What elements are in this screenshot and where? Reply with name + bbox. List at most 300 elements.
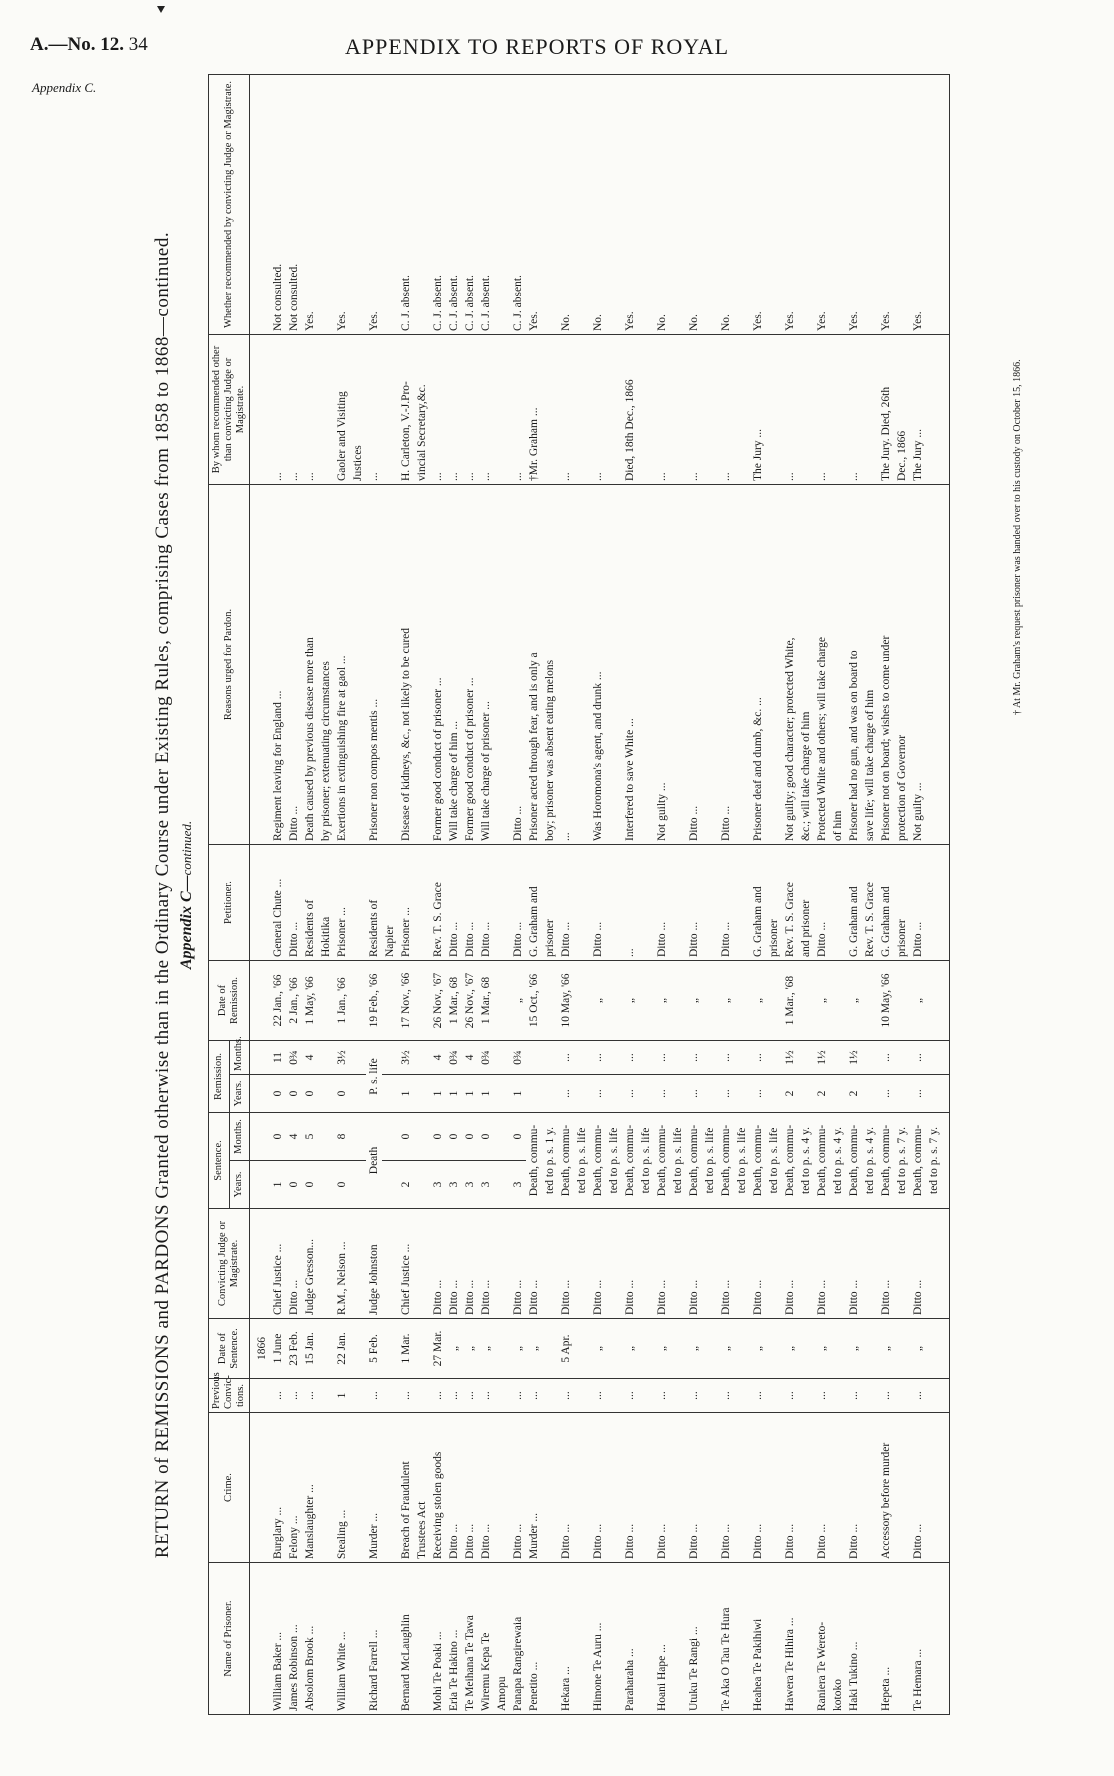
cell-petitioner: G. Graham and [526, 845, 542, 961]
cell-ry: 1 [510, 1075, 526, 1113]
cell-petitioner: Residents of [302, 845, 318, 961]
cell-ry [526, 1075, 542, 1113]
cell-name: William Baker ... [270, 1563, 286, 1715]
table-row [766, 75, 782, 1715]
cell-ry [702, 1075, 718, 1113]
cell-prev [926, 1379, 950, 1413]
cell-crime [494, 1413, 510, 1563]
cell-judge: Ditto ... [846, 1209, 862, 1319]
cell-date-s [638, 1319, 654, 1379]
cell-sm: 0 [430, 1113, 446, 1161]
cell-date-r: 22 Jan., '66 [270, 961, 286, 1041]
cell-whether: No. [718, 75, 734, 335]
cell-judge [702, 1209, 718, 1319]
cell-rm [734, 1041, 750, 1075]
cell-prev [382, 1379, 398, 1413]
cell-whether [542, 75, 558, 335]
cell-ry: ... [654, 1075, 670, 1113]
cell-reasons: ... [558, 485, 574, 845]
cell-recby: ... [430, 335, 446, 485]
cell-whether [702, 75, 718, 335]
cell-crime: Ditto ... [686, 1413, 702, 1563]
cell-crime [862, 1413, 878, 1563]
cell-petitioner [734, 845, 750, 961]
cell-reasons: of him [830, 485, 846, 845]
cell-rm [766, 1041, 782, 1075]
cell-reasons [494, 485, 510, 845]
cell-date-r [318, 961, 334, 1041]
cell-petitioner [702, 845, 718, 961]
cell-petitioner: prisoner [894, 845, 910, 961]
cell-petitioner [638, 845, 654, 961]
cell-judge: Ditto ... [654, 1209, 670, 1319]
cell-judge [862, 1209, 878, 1319]
cell-whether [382, 75, 398, 335]
cell-ry [926, 1075, 950, 1113]
cell-sy: Death, commu- [622, 1113, 638, 1209]
cell-date-r: 1 Mar., 68 [446, 961, 462, 1041]
cell-name [382, 1563, 398, 1715]
table-row [622, 75, 638, 1715]
cell-reasons: Will take charge of him ... [446, 485, 462, 845]
col-reasons: Reasons urged for Pardon. [209, 485, 250, 845]
cell-date-r: „ [686, 961, 702, 1041]
cell-petitioner: Ditto ... [654, 845, 670, 961]
cell-whether: Yes. [910, 75, 926, 335]
cell-sy: 0 [286, 1161, 302, 1209]
cell-ry [542, 1075, 558, 1113]
cell-whether: C. J. absent. [510, 75, 526, 335]
cell-date-s [606, 1319, 622, 1379]
cell-prev: ... [654, 1379, 670, 1413]
cell-prev [606, 1379, 622, 1413]
cell-rm: 1½ [782, 1041, 798, 1075]
cell-rm [350, 1041, 366, 1075]
cell-date-r [494, 961, 510, 1041]
cell-name: Absolom Brook ... [302, 1563, 318, 1715]
cell-recby: ... [366, 335, 382, 485]
cell-petitioner [926, 845, 950, 961]
cell-sy: ted to p. s. life [766, 1113, 782, 1209]
cell-rm: ... [750, 1041, 766, 1075]
cell-ry [766, 1075, 782, 1113]
cell-crime [542, 1413, 558, 1563]
cell-recby [574, 335, 590, 485]
cell-reasons: &c.; will take charge of him [798, 485, 814, 845]
cell-prev: 1 [334, 1379, 350, 1413]
cell-recby: Justices [350, 335, 366, 485]
cell-sm: 8 [334, 1113, 350, 1161]
cell-reasons [766, 485, 782, 845]
cell-crime: Ditto ... [782, 1413, 798, 1563]
cell-rm: 0¾ [446, 1041, 462, 1075]
cell-reasons: Death caused by previous disease more than [302, 485, 318, 845]
cell-petitioner: Ditto ... [590, 845, 606, 961]
cell-sm: 5 [302, 1113, 318, 1161]
cell-sm [382, 1113, 398, 1161]
cell-ry: ... [558, 1075, 574, 1113]
cell-recby: H. Carleton, V.-J.Pro- [398, 335, 414, 485]
cell-date-r [542, 961, 558, 1041]
cell-date-s: 1 Mar. [398, 1319, 414, 1379]
cell-recby [606, 335, 622, 485]
cell-sy: 0 [334, 1161, 350, 1209]
cell-rm [638, 1041, 654, 1075]
cell-reasons: by prisoner; extenuating circumstances [318, 485, 334, 845]
cell-whether: No. [654, 75, 670, 335]
cell-sy [250, 1161, 271, 1209]
cell-date-s: „ [686, 1319, 702, 1379]
cell-recby: ... [846, 335, 862, 485]
col-whether: Whether recommended by convicting Judge or Magistrate. [209, 75, 250, 335]
cell-recby [734, 335, 750, 485]
cell-prev: ... [398, 1379, 414, 1413]
cell-sy: Death, commu- [750, 1113, 766, 1209]
cell-petitioner: G. Graham and [846, 845, 862, 961]
cell-sm: 0 [462, 1113, 478, 1161]
cell-rm [414, 1041, 430, 1075]
cell-date-r [766, 961, 782, 1041]
footnote: † At Mr. Graham's request prisoner was handed over to his custody on October 15, 1866. [1012, 359, 1023, 715]
cell-prev: ... [366, 1379, 382, 1413]
cell-date-s [798, 1319, 814, 1379]
cell-reasons: Not guilty ... [654, 485, 670, 845]
cell-date-s: „ [750, 1319, 766, 1379]
cell-prev [766, 1379, 782, 1413]
cell-recby [670, 335, 686, 485]
cell-whether [830, 75, 846, 335]
cell-crime: Murder ... [526, 1413, 542, 1563]
cell-reasons: Prisoner deaf and dumb, &c. ... [750, 485, 766, 845]
cell-whether [414, 75, 430, 335]
cell-whether: Yes. [782, 75, 798, 335]
cell-petitioner: Ditto ... [910, 845, 926, 961]
subtitle-main: Appendix C— [178, 875, 195, 970]
cell-judge [798, 1209, 814, 1319]
cell-recby: ... [558, 335, 574, 485]
cell-date-s: „ [526, 1319, 542, 1379]
cell-prev: ... [686, 1379, 702, 1413]
table-row [910, 75, 926, 1715]
cell-whether [638, 75, 654, 335]
cell-date-s [350, 1319, 366, 1379]
subtitle-cont: continued. [179, 820, 194, 876]
cell-rm [250, 1041, 271, 1075]
cell-name [638, 1563, 654, 1715]
cell-name: Himone Te Auru ... [590, 1563, 606, 1715]
cell-date-r: „ [718, 961, 734, 1041]
cell-date-r [862, 961, 878, 1041]
cell-name: Panapa Rangirewaia [510, 1563, 526, 1715]
cell-ry: ... [910, 1075, 926, 1113]
cell-sy: ted to p. s. life [606, 1113, 622, 1209]
cell-date-s [494, 1319, 510, 1379]
cell-ry [382, 1075, 398, 1113]
cell-reasons: boy; prisoner was absent eating melons [542, 485, 558, 845]
table-title: RETURN of REMISSIONS and PARDONS Granted otherwise than in the Ordinary Course under Existing Rules, comprising Cases from 1858 to 1868—continued. [152, 231, 173, 1559]
cell-ry [734, 1075, 750, 1113]
cell-crime: Ditto ... [846, 1413, 862, 1563]
cell-petitioner [574, 845, 590, 961]
table-row [430, 75, 446, 1715]
cell-whether: C. J. absent. [398, 75, 414, 335]
cell-date-s: „ [510, 1319, 526, 1379]
cell-crime: Breach of Fraudulent [398, 1413, 414, 1563]
cell-prev: ... [430, 1379, 446, 1413]
col-previous: Previous Convic-tions. [209, 1379, 250, 1413]
cell-crime: Trustees Act [414, 1413, 430, 1563]
cell-whether: C. J. absent. [446, 75, 462, 335]
cell-judge [606, 1209, 622, 1319]
cell-sy: ted to p. s. life [702, 1113, 718, 1209]
cell-recby [638, 335, 654, 485]
cell-date-s [830, 1319, 846, 1379]
cell-crime [734, 1413, 750, 1563]
table-row [638, 75, 654, 1715]
cell-judge: Ditto ... [750, 1209, 766, 1319]
cell-reasons: Former good conduct of prisoner ... [430, 485, 446, 845]
cell-sy: Death, commu- [814, 1113, 830, 1209]
cell-date-r [830, 961, 846, 1041]
cell-ry [350, 1075, 366, 1113]
cell-recby: Dec., 1866 [894, 335, 910, 485]
cell-whether: Yes. [622, 75, 638, 335]
cell-date-s: „ [878, 1319, 894, 1379]
cell-rm: ... [590, 1041, 606, 1075]
cell-sm: 0 [478, 1113, 494, 1161]
cell-sy: Death, commu- [590, 1113, 606, 1209]
cell-crime: Ditto ... [718, 1413, 734, 1563]
cell-date-r: 1 Mar., '68 [782, 961, 798, 1041]
cell-sy [318, 1161, 334, 1209]
cell-crime [894, 1413, 910, 1563]
cell-crime: Ditto ... [446, 1413, 462, 1563]
cell-rm: 3½ [398, 1041, 414, 1075]
cell-ry [894, 1075, 910, 1113]
cell-recby [798, 335, 814, 485]
cell-whether: Yes. [366, 75, 382, 335]
cell-name [318, 1563, 334, 1715]
cell-ry: 0 [334, 1075, 350, 1113]
cell-name: Bernard McLaughlin [398, 1563, 414, 1715]
cell-judge: Ditto ... [814, 1209, 830, 1319]
cell-petitioner: Ditto ... [510, 845, 526, 961]
cell-rm [382, 1041, 398, 1075]
col-date-sentence: Date of Sentence. [209, 1319, 250, 1379]
cell-judge: Ditto ... [590, 1209, 606, 1319]
table-row [926, 75, 950, 1715]
cell-sy: Death, commu- [846, 1113, 862, 1209]
cell-date-s: „ [446, 1319, 462, 1379]
cell-crime [766, 1413, 782, 1563]
cell-sy: ted to p. s. 4 y. [862, 1113, 878, 1209]
cell-recby: ... [590, 335, 606, 485]
cell-recby: ... [510, 335, 526, 485]
cell-recby: vincial Secretary,&c. [414, 335, 430, 485]
cell-petitioner: Ditto ... [558, 845, 574, 961]
cell-date-r: 2 Jan., '66 [286, 961, 302, 1041]
table-row [798, 75, 814, 1715]
cell-reasons [670, 485, 686, 845]
cell-whether: C. J. absent. [462, 75, 478, 335]
cell-ry [250, 1075, 271, 1113]
cell-reasons: Not guilty; good character; protected White, [782, 485, 798, 845]
table-row [526, 75, 542, 1715]
table-row [494, 75, 510, 1715]
cell-recby [702, 335, 718, 485]
cell-rm: 4 [430, 1041, 446, 1075]
cell-whether [798, 75, 814, 335]
cell-crime [830, 1413, 846, 1563]
table-row [398, 75, 414, 1715]
cell-reasons: Prisoner had no gun, and was on board to [846, 485, 862, 845]
cell-judge [574, 1209, 590, 1319]
cell-recby: ... [286, 335, 302, 485]
cell-reasons [414, 485, 430, 845]
cell-judge [350, 1209, 366, 1319]
col-recommended-by: By whom recommended other than convicting Judge or Magistrate. [209, 335, 250, 485]
cell-rm: 4 [302, 1041, 318, 1075]
cell-name: Te Aka O Tau Te Hura [718, 1563, 734, 1715]
cell-rm: 0¾ [478, 1041, 494, 1075]
cell-prev [494, 1379, 510, 1413]
cell-judge: Ditto ... [782, 1209, 798, 1319]
cell-reasons [606, 485, 622, 845]
cell-whether [494, 75, 510, 335]
cell-petitioner: Ditto ... [814, 845, 830, 961]
cell-reasons: Regiment leaving for England ... [270, 485, 286, 845]
cell-judge: Ditto ... [526, 1209, 542, 1319]
cell-reasons [702, 485, 718, 845]
cell-date-s [542, 1319, 558, 1379]
cell-date-s [894, 1319, 910, 1379]
cell-sy: ted to p. s. 4 y. [830, 1113, 846, 1209]
cell-crime: Ditto ... [814, 1413, 830, 1563]
cell-whether [926, 75, 950, 335]
cell-ry [830, 1075, 846, 1113]
cell-judge [670, 1209, 686, 1319]
cell-name [250, 1563, 271, 1715]
cell-reasons: Prisoner not on board; wishes to come under [878, 485, 894, 845]
col-sentence: Sentence. [209, 1113, 230, 1209]
cell-petitioner: G. Graham and [750, 845, 766, 961]
cell-rm [670, 1041, 686, 1075]
cell-prev [702, 1379, 718, 1413]
col-sentence-years: Years. [229, 1161, 250, 1209]
cell-reasons: Former good conduct of prisoner ... [462, 485, 478, 845]
cell-date-r: „ [510, 961, 526, 1041]
cell-date-r: „ [910, 961, 926, 1041]
cell-ry [414, 1075, 430, 1113]
cell-prev [414, 1379, 430, 1413]
cell-date-s: „ [590, 1319, 606, 1379]
table-row [462, 75, 478, 1715]
cell-crime: Stealing ... [334, 1413, 350, 1563]
cell-petitioner [830, 845, 846, 961]
cell-prev [542, 1379, 558, 1413]
cell-date-r [414, 961, 430, 1041]
cell-whether: No. [590, 75, 606, 335]
cell-crime [574, 1413, 590, 1563]
cell-reasons: Exertions in extinguishing fire at gaol ... [334, 485, 350, 845]
cell-reasons: Ditto ... [510, 485, 526, 845]
cell-crime [606, 1413, 622, 1563]
cell-date-r: „ [750, 961, 766, 1041]
cell-crime: Ditto ... [590, 1413, 606, 1563]
cell-date-s [702, 1319, 718, 1379]
cell-date-r: 1 Mar., 68 [478, 961, 494, 1041]
cell-ry: 0 [302, 1075, 318, 1113]
cell-date-r: 15 Oct., '66 [526, 961, 542, 1041]
cell-rm [798, 1041, 814, 1075]
table-row [686, 75, 702, 1715]
cell-name [414, 1563, 430, 1715]
cell-judge: Ditto ... [686, 1209, 702, 1319]
cell-crime [250, 1413, 271, 1563]
cell-date-r: 1 May, '66 [302, 961, 318, 1041]
cell-judge: Ditto ... [878, 1209, 894, 1319]
cell-reasons: Prisoner acted through fear, and is only a [526, 485, 542, 845]
cell-ry: ... [622, 1075, 638, 1113]
cell-rm [606, 1041, 622, 1075]
cell-recby [382, 335, 398, 485]
table-row [334, 75, 350, 1715]
cell-judge: R.M., Nelson ... [334, 1209, 350, 1319]
cell-crime: Ditto ... [654, 1413, 670, 1563]
table-row [318, 75, 334, 1715]
cell-date-r: 26 Nov., '67 [462, 961, 478, 1041]
cell-sm [318, 1113, 334, 1161]
remissions-table [208, 74, 950, 1715]
cell-sy: Death, commu- [910, 1113, 926, 1209]
cell-sm [350, 1113, 366, 1161]
cell-whether: Yes. [302, 75, 318, 335]
cell-date-r: „ [590, 961, 606, 1041]
page-number: 34 [128, 34, 148, 55]
cell-whether: Yes. [526, 75, 542, 335]
cell-name: Mohi Te Poaki ... [430, 1563, 446, 1715]
table-row [478, 75, 494, 1715]
cell-petitioner: Ditto ... [462, 845, 478, 961]
cell-ry: ... [750, 1075, 766, 1113]
table-row [414, 75, 430, 1715]
cell-crime [926, 1413, 950, 1563]
cell-judge [494, 1209, 510, 1319]
rotated-table-region [152, 75, 1032, 1715]
cell-name: William White ... [334, 1563, 350, 1715]
cell-rm: 0¾ [510, 1041, 526, 1075]
cell-rm [574, 1041, 590, 1075]
cell-sy: 0 [302, 1161, 318, 1209]
cell-sm: 0 [510, 1113, 526, 1161]
cell-name [350, 1563, 366, 1715]
cell-petitioner [350, 845, 366, 961]
cell-name: Heahea Te Pakihiwi [750, 1563, 766, 1715]
cell-petitioner [250, 845, 271, 961]
cell-date-r [670, 961, 686, 1041]
cell-sy: 3 [462, 1161, 478, 1209]
cell-sy: ted to p. s. 1 y. [542, 1113, 558, 1209]
cell-sy [494, 1161, 510, 1209]
cell-crime: Ditto ... [558, 1413, 574, 1563]
cell-petitioner: and prisoner [798, 845, 814, 961]
cell-crime [798, 1413, 814, 1563]
cell-rm: ... [654, 1041, 670, 1075]
cell-date-s [382, 1319, 398, 1379]
cell-sm [250, 1113, 271, 1161]
cell-date-s [670, 1319, 686, 1379]
cell-judge: Ditto ... [718, 1209, 734, 1319]
